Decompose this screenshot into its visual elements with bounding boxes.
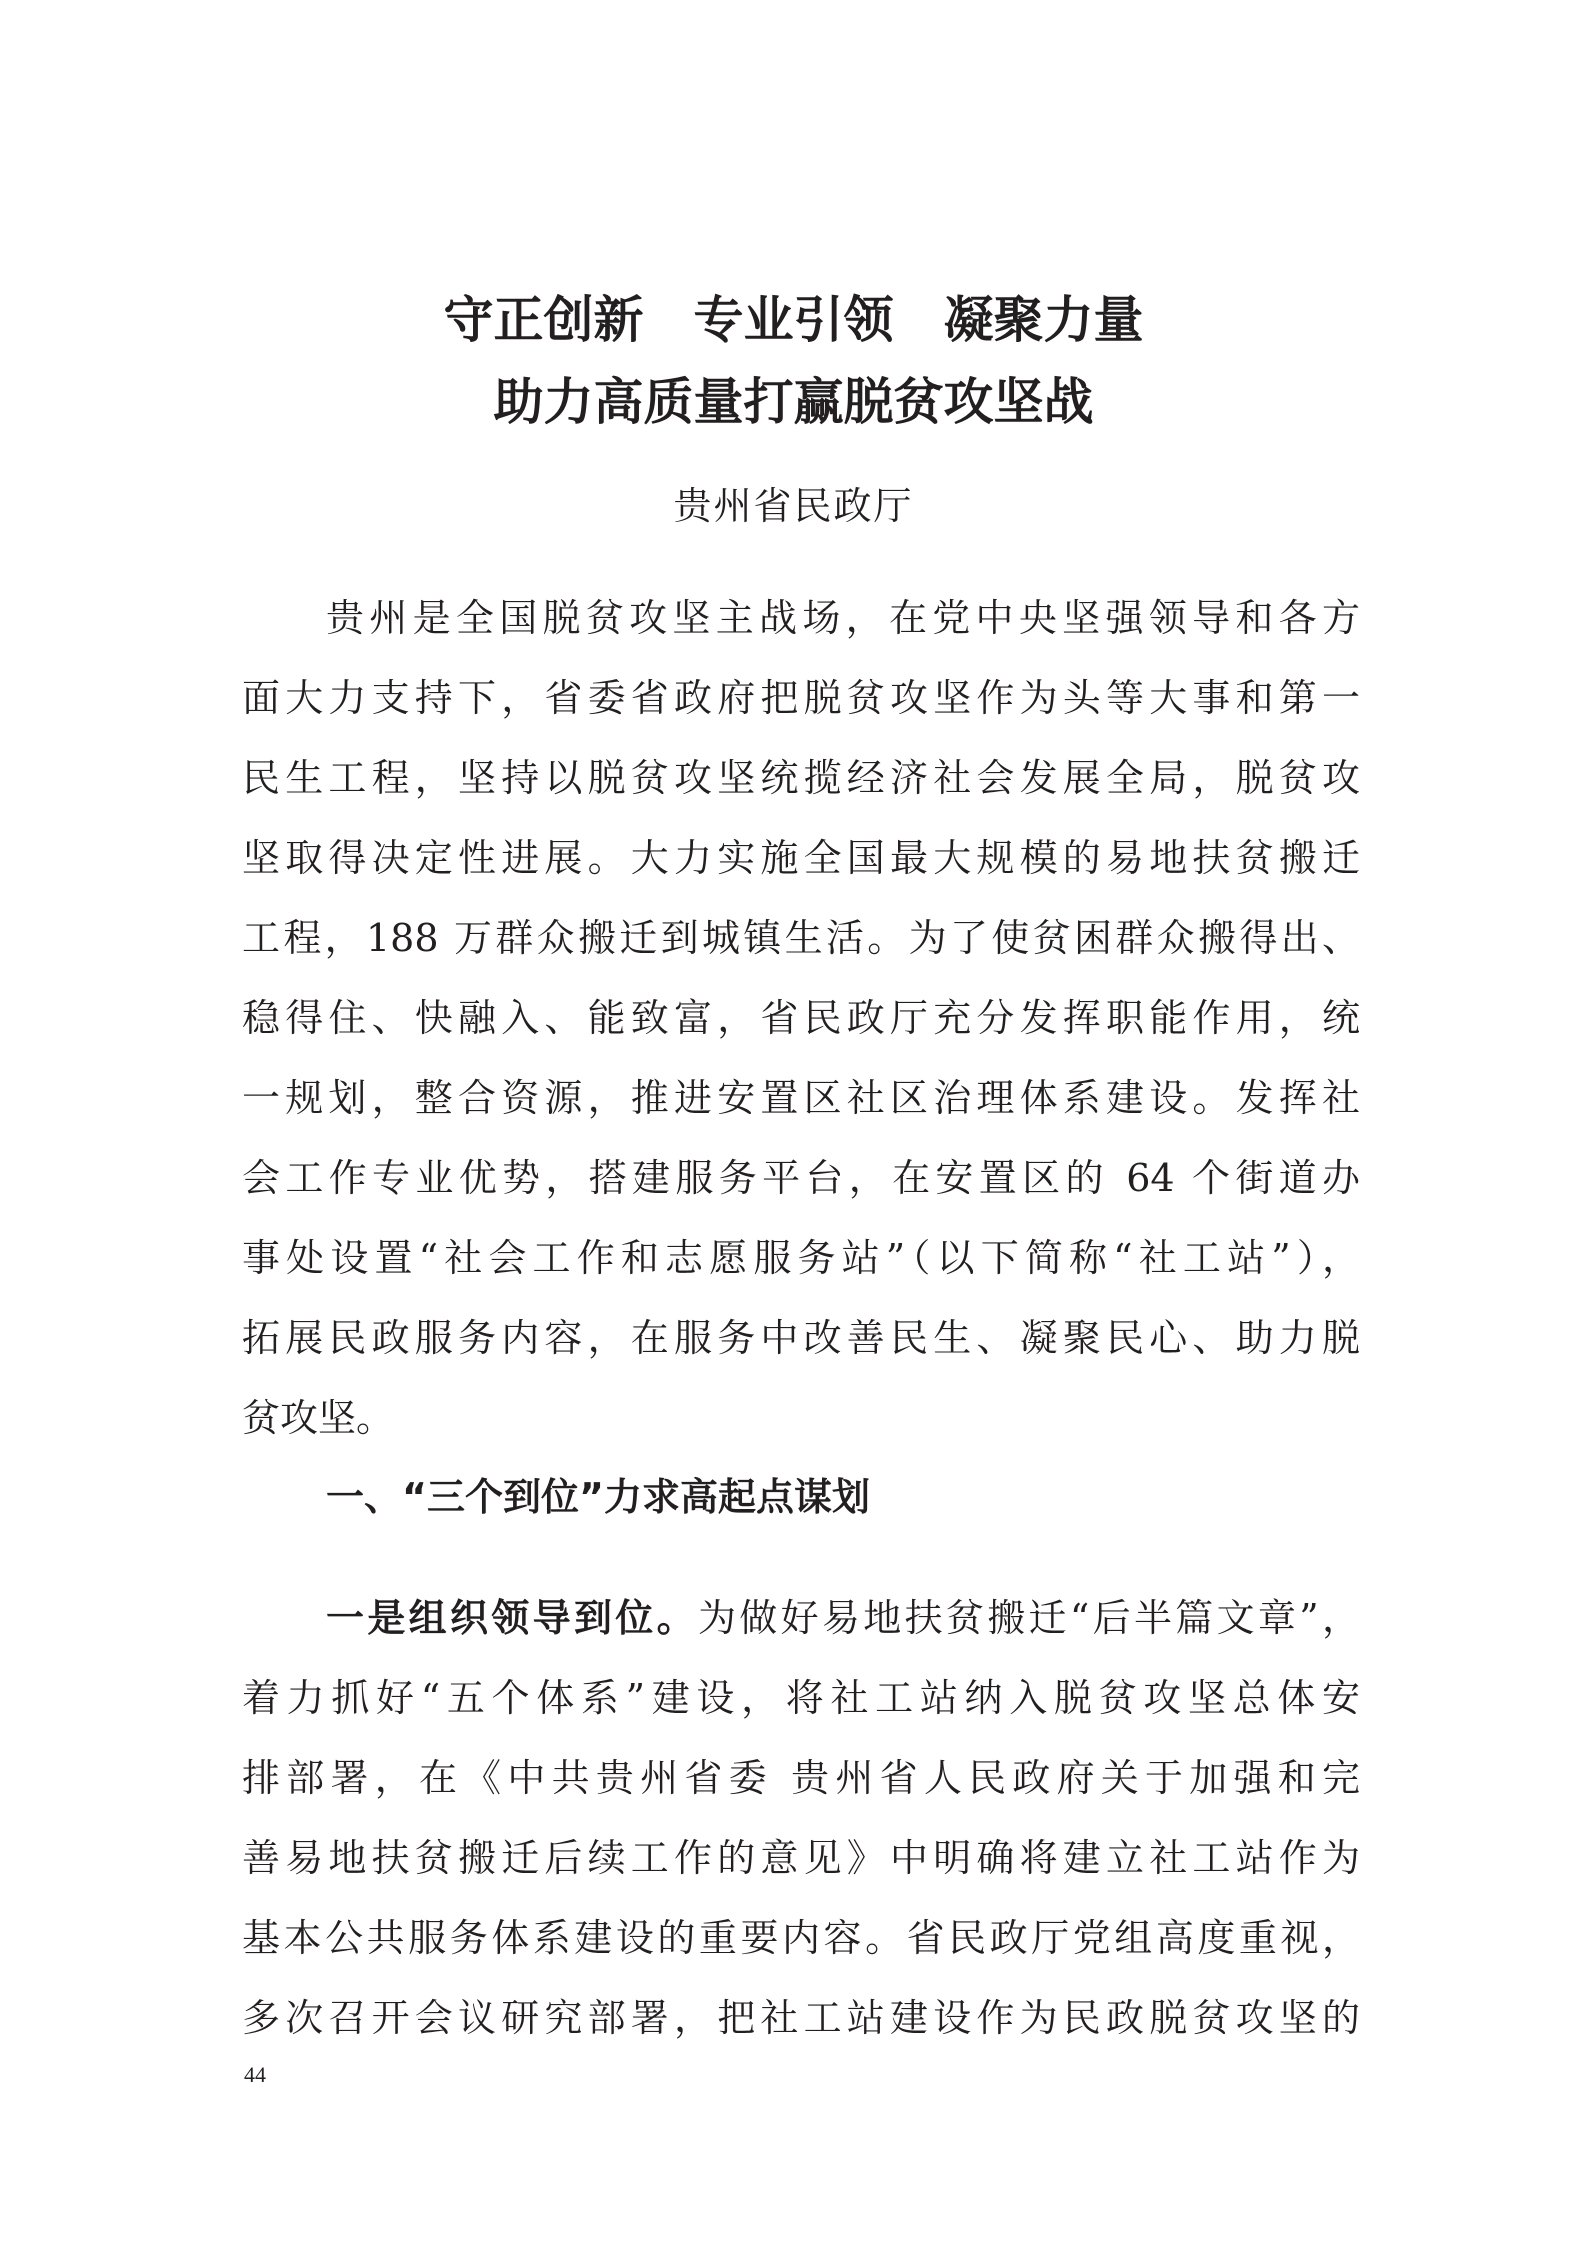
paragraph-line: 事处设置“社会工作和志愿服务站”（以下简称“社工站”）， — [242, 1236, 1360, 1280]
paragraph-line: 着力抓好“五个体系”建设，将社工站纳入脱贫攻坚总体安 — [242, 1676, 1360, 1720]
paragraph-line: 基本公共服务体系建设的重要内容。省民政厅党组高度重视， — [242, 1916, 1360, 1960]
title-line-2: 助力高质量打赢脱贫攻坚战 — [493, 372, 1094, 431]
section-heading: 一、“三个到位”力求高起点谋划 — [326, 1475, 870, 1519]
paragraph-line: 稳得住、快融入、能致富，省民政厅充分发挥职能作用，统 — [242, 996, 1360, 1040]
paragraph-line: 多次召开会议研究部署，把社工站建设作为民政脱贫攻坚的 — [242, 1996, 1360, 2040]
paragraph-line: 一规划，整合资源，推进安置区社区治理体系建设。发挥社 — [242, 1076, 1360, 1120]
paragraph-line: 会工作专业优势，搭建服务平台，在安置区的 64 个街道办 — [242, 1156, 1360, 1200]
paragraph-line: 拓展民政服务内容，在服务中改善民生、凝聚民心、助力脱 — [242, 1316, 1360, 1360]
author: 贵州省民政厅 — [673, 484, 914, 528]
paragraph-line: 贫攻坚。 — [242, 1396, 395, 1440]
page-number: 44 — [244, 2062, 266, 2087]
paragraph-line-lead — [242, 1578, 1360, 1658]
paragraph-line: 贵州是全国脱贫攻坚主战场，在党中央坚强领导和各方 — [326, 596, 1360, 640]
paragraph-line: 民生工程，坚持以脱贫攻坚统揽经济社会发展全局，脱贫攻 — [242, 756, 1360, 800]
title-line-1: 守正创新 专业引领 凝聚力量 — [443, 290, 1144, 349]
section-paragraph — [242, 1578, 1360, 2058]
paragraph-line: 工程，188 万群众搬迁到城镇生活。为了使贫困群众搬得出、 — [242, 916, 1360, 960]
bold-lead-text: 一是组织领导到位。 — [326, 1596, 698, 1640]
intro-paragraph — [242, 578, 1360, 1458]
paragraph-line: 排部署，在《中共贵州省委 贵州省人民政府关于加强和完 — [242, 1756, 1360, 1800]
paragraph-line: 面大力支持下，省委省政府把脱贫攻坚作为头等大事和第一 — [242, 676, 1360, 720]
paragraph-line: 坚取得决定性进展。大力实施全国最大规模的易地扶贫搬迁 — [242, 836, 1360, 880]
lead-line-rest: 为做好易地扶贫搬迁“后半篇文章”， — [697, 1596, 1360, 1640]
paragraph-line: 善易地扶贫搬迁后续工作的意见》中明确将建立社工站作为 — [242, 1836, 1360, 1880]
